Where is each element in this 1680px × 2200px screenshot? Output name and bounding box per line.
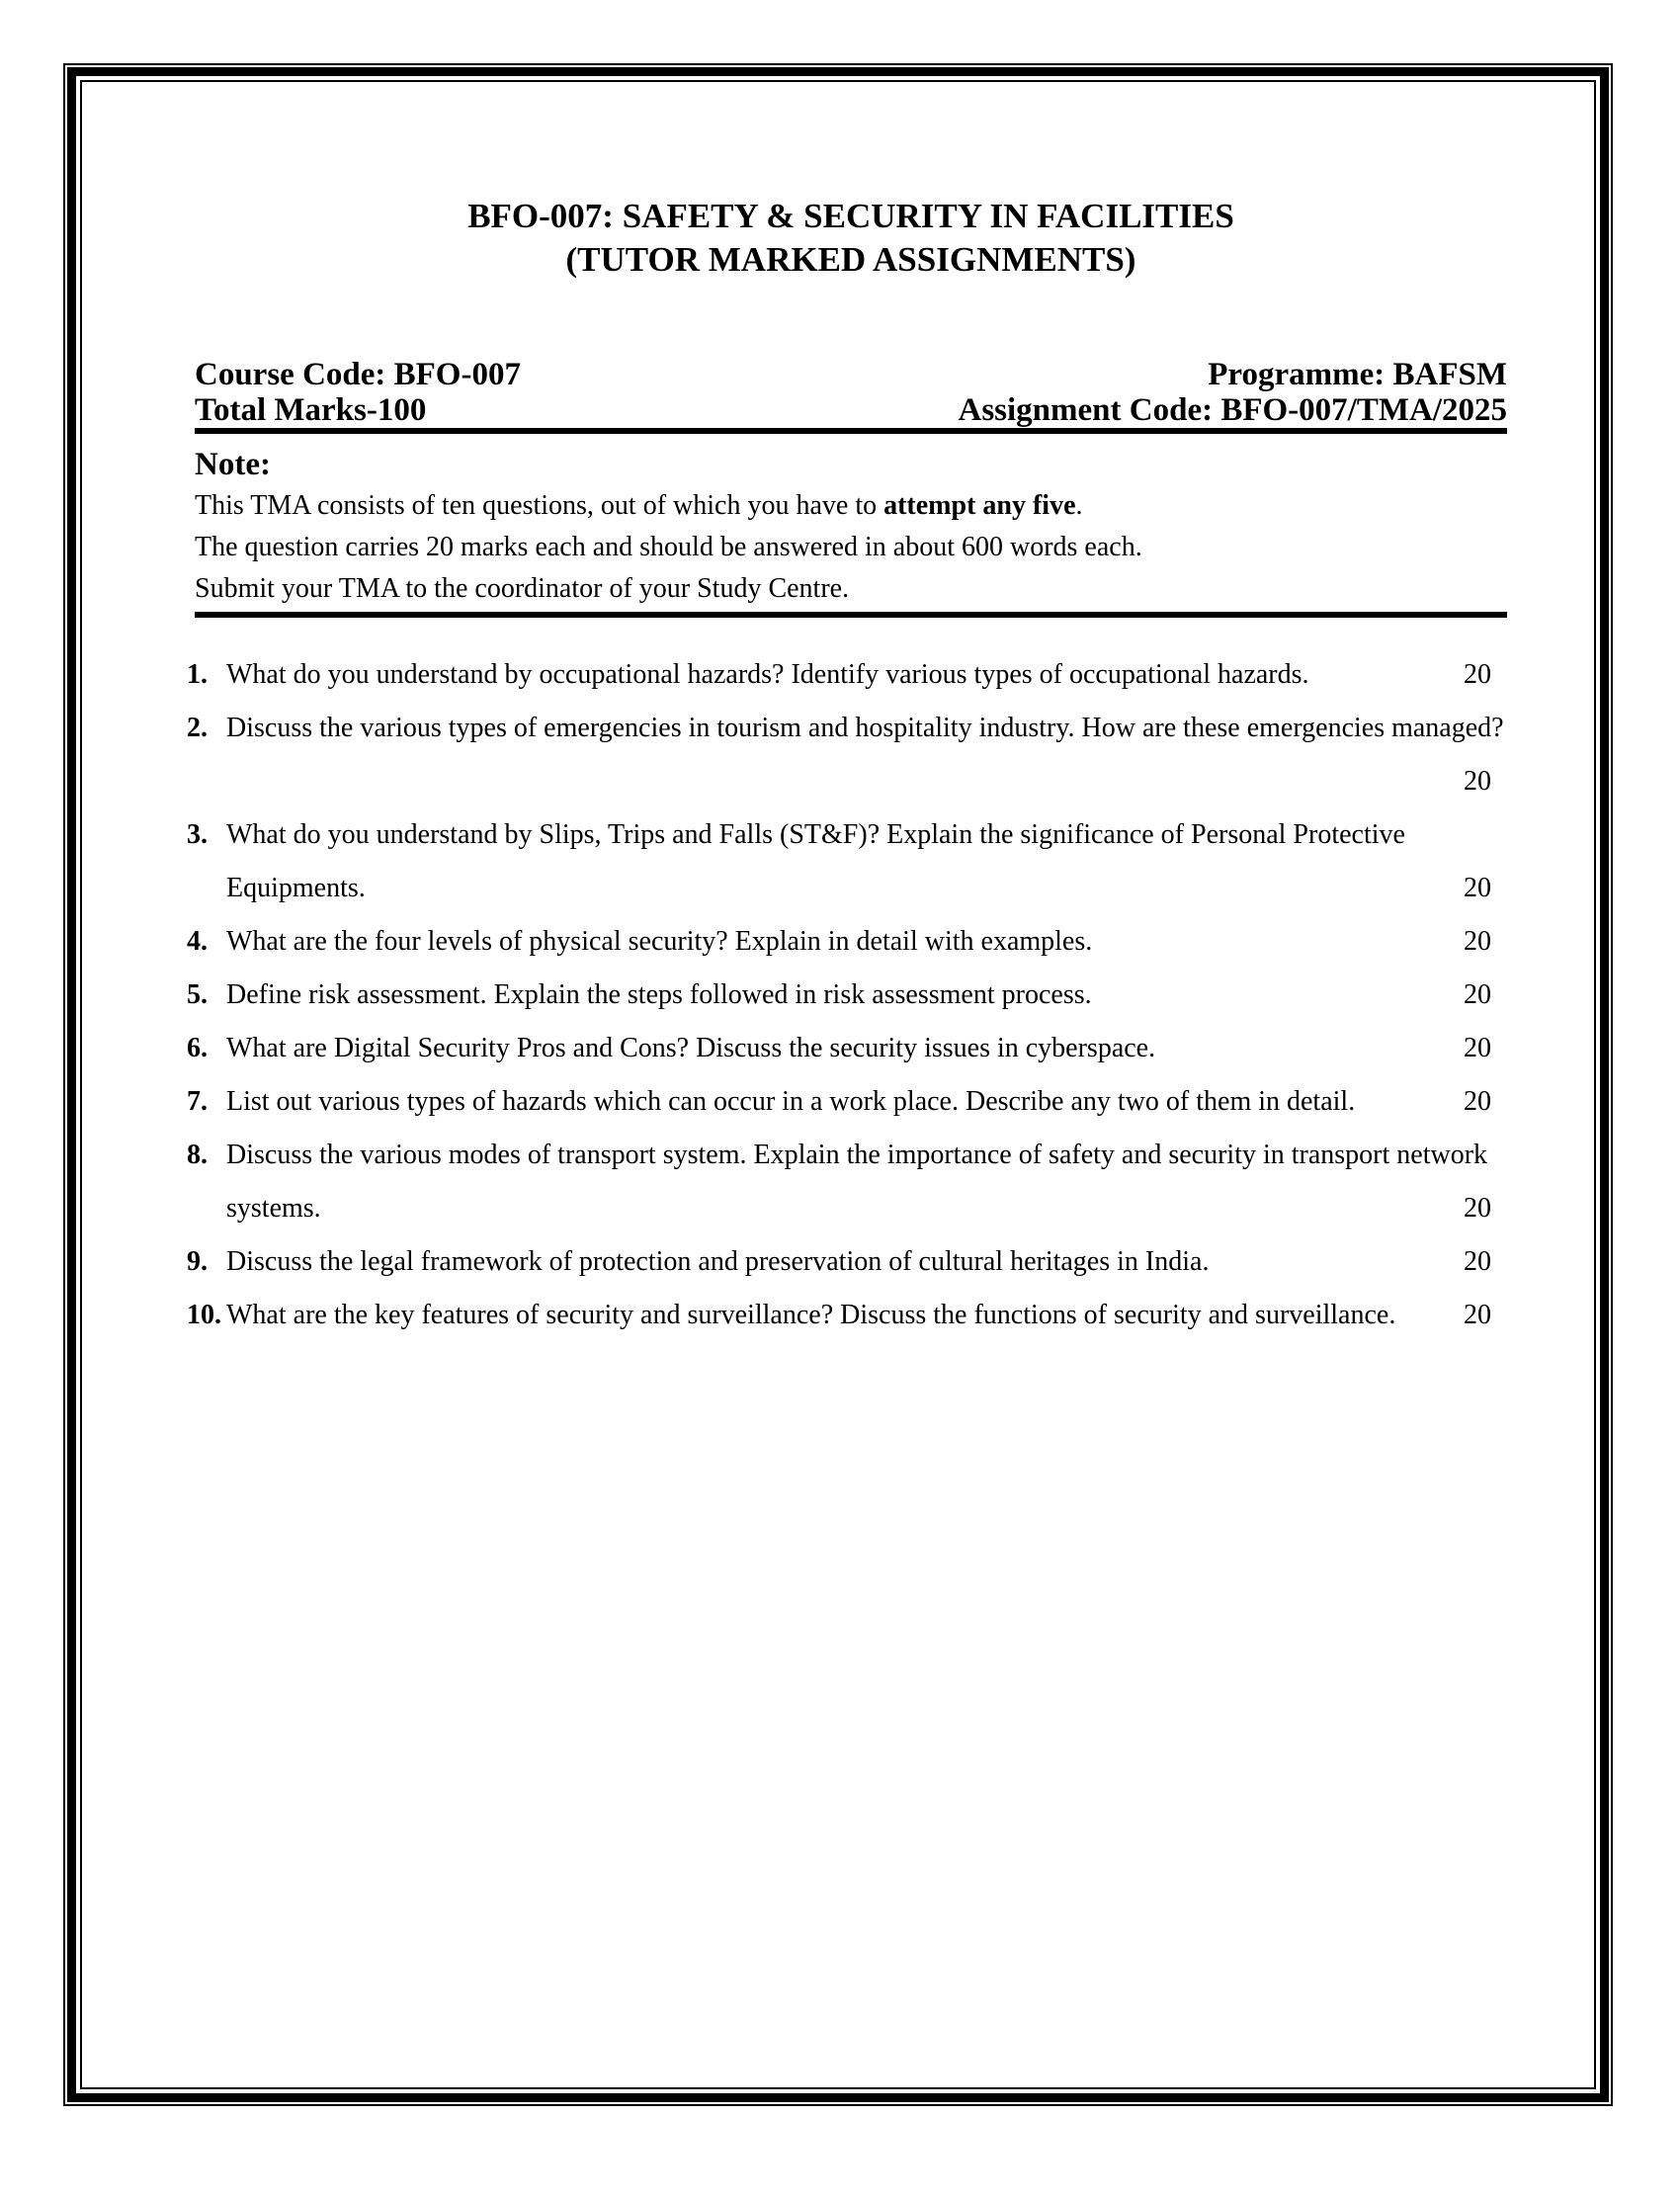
question-number: 10. <box>187 1300 221 1330</box>
note-line-1-text: This TMA consists of ten questions, out of which you have to <box>195 490 884 521</box>
note-heading: Note: <box>195 447 271 482</box>
header-meta-row-2 <box>195 392 1507 428</box>
questions-list <box>187 648 1511 1342</box>
question-marks: 20 <box>1464 766 1491 797</box>
assignment-code: Assignment Code: BFO-007/TMA/2025 <box>958 392 1507 428</box>
page-border-inner <box>80 80 1596 2089</box>
question-marks: 20 <box>1464 926 1491 957</box>
question-text: Define risk assessment. Explain the steps followed in risk assessment process. <box>226 979 1092 1010</box>
programme: Programme: BAFSM <box>1208 357 1507 392</box>
question-marks: 20 <box>1464 873 1491 903</box>
question-item-9 <box>187 1235 1511 1289</box>
question-marks: 20 <box>1464 1246 1491 1277</box>
note-line-1-period: . <box>1075 490 1083 521</box>
question-marks: 20 <box>1464 1193 1491 1224</box>
question-item-7 <box>187 1075 1511 1129</box>
document-content <box>82 195 1594 2200</box>
question-text: What do you understand by Slips, Trips and Falls (ST&F)? Explain the significance of Personal Protective Equipments. <box>226 819 1405 903</box>
question-marks: 20 <box>1464 1300 1491 1330</box>
question-number: 3. <box>187 819 208 850</box>
question-item-4 <box>187 915 1511 969</box>
question-text: What are the key features of security and surveillance? Discuss the functions of security and surveillance. <box>226 1300 1396 1330</box>
question-marks: 20 <box>1464 1033 1491 1063</box>
note-section <box>195 444 1507 618</box>
question-number: 4. <box>187 926 208 957</box>
question-number: 1. <box>187 659 208 690</box>
question-item-10 <box>187 1289 1511 1342</box>
question-item-8 <box>187 1129 1511 1235</box>
question-text: List out various types of hazards which can occur in a work place. Describe any two of them in detail. <box>226 1086 1356 1117</box>
total-marks: Total Marks-100 <box>195 392 427 428</box>
question-item-1 <box>187 648 1511 702</box>
title-line-2: (TUTOR MARKED ASSIGNMENTS) <box>565 240 1136 279</box>
question-item-3 <box>187 808 1511 915</box>
question-marks: 20 <box>1464 1086 1491 1117</box>
question-marks: 20 <box>1464 979 1491 1010</box>
question-text: What are the four levels of physical security? Explain in detail with examples. <box>226 926 1093 957</box>
note-line-3: Submit your TMA to the coordinator of your Study Centre. <box>195 573 850 604</box>
title-line-1: BFO-007: SAFETY & SECURITY IN FACILITIES <box>467 197 1234 235</box>
question-item-2 <box>187 702 1511 808</box>
question-number: 8. <box>187 1140 208 1170</box>
question-number: 5. <box>187 979 208 1010</box>
document-title <box>195 195 1507 282</box>
question-number: 9. <box>187 1246 208 1277</box>
question-text: What are Digital Security Pros and Cons? Discuss the security issues in cyberspace. <box>226 1033 1156 1063</box>
question-text: Discuss the various modes of transport system. Explain the importance of safety and security in transport network systems. <box>226 1140 1488 1224</box>
question-number: 2. <box>187 713 208 743</box>
header-meta <box>195 357 1507 434</box>
question-number: 7. <box>187 1086 208 1117</box>
course-code: Course Code: BFO-007 <box>195 357 521 392</box>
page-border-outer <box>63 63 1613 2106</box>
page-border-thick-band <box>67 67 1609 2102</box>
note-line-1-bold: attempt any five <box>883 490 1076 521</box>
question-marks: 20 <box>1464 659 1491 690</box>
note-line-1 <box>195 485 1507 527</box>
note-line-2: The question carries 20 marks each and should be answered in about 600 words each. <box>195 532 1142 562</box>
question-number: 6. <box>187 1033 208 1063</box>
question-text: Discuss the legal framework of protection and preservation of cultural heritages in India. <box>226 1246 1210 1277</box>
question-text: Discuss the various types of emergencies in tourism and hospitality industry. How are these emergencies managed? <box>226 713 1504 743</box>
question-item-5 <box>187 969 1511 1022</box>
question-item-6 <box>187 1022 1511 1075</box>
question-text: What do you understand by occupational hazards? Identify various types of occupational hazards. <box>226 659 1309 690</box>
header-meta-row-1 <box>195 357 1507 392</box>
